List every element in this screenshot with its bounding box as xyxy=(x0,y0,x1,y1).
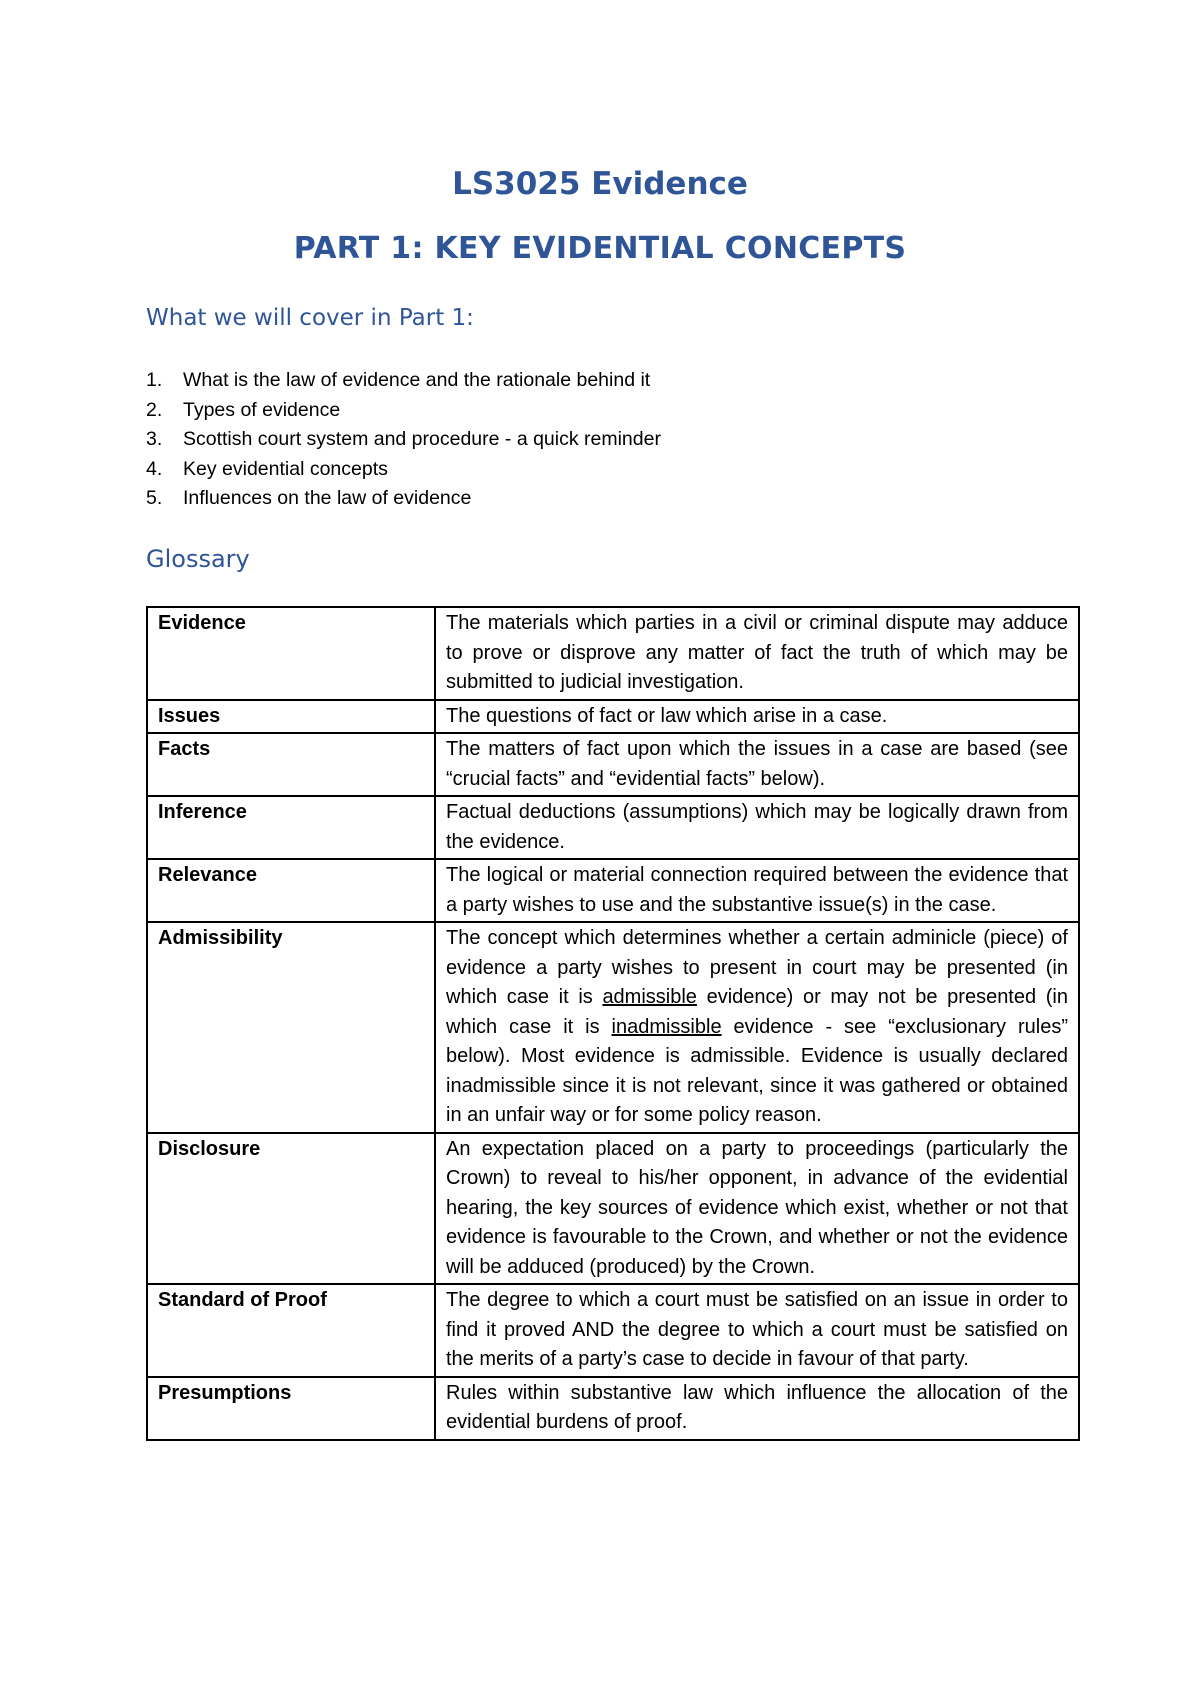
glossary-definition xyxy=(435,922,1079,1133)
glossary-definition: The logical or material connection required between the evidence that a party wishes to use and the substantive issue(s) in the case. xyxy=(435,859,1079,922)
glossary-term: Inference xyxy=(147,796,435,859)
glossary-definition: Rules within substantive law which influence the allocation of the evidential burdens of proof. xyxy=(435,1377,1079,1440)
glossary-term: Issues xyxy=(147,700,435,734)
list-item xyxy=(146,455,661,485)
glossary-term: Evidence xyxy=(147,607,435,700)
table-row xyxy=(147,859,1079,922)
list-item xyxy=(146,484,661,514)
glossary-definition: The materials which parties in a civil or criminal dispute may adduce to prove or disprove any matter of fact the truth of which may be submitted to judicial investigation. xyxy=(435,607,1079,700)
glossary-term: Standard of Proof xyxy=(147,1284,435,1377)
table-row xyxy=(147,607,1079,700)
list-item xyxy=(146,366,661,396)
list-text: Scottish court system and procedure - a quick reminder xyxy=(183,428,661,450)
glossary-term: Facts xyxy=(147,733,435,796)
list-item xyxy=(146,396,661,426)
table-row xyxy=(147,700,1079,734)
list-number: 2. xyxy=(146,398,163,421)
table-row xyxy=(147,796,1079,859)
list-text: What is the law of evidence and the rationale behind it xyxy=(183,369,651,391)
table-row xyxy=(147,1377,1079,1440)
glossary-definition: The degree to which a court must be satisfied on an issue in order to find it proved AND the degree to which a court must be satisfied on the merits of a party’s case to decide in favour of that party. xyxy=(435,1284,1079,1377)
list-text: Influences on the law of evidence xyxy=(183,487,472,509)
table-row xyxy=(147,733,1079,796)
list-text: Types of evidence xyxy=(183,398,341,421)
table-row xyxy=(147,922,1079,1133)
definition-text: The concept which determines whether a certain adminicle (piece) of evidence a party wishes to present in court may be presented (in which case it is xyxy=(446,927,1068,1008)
glossary-definition: The matters of fact upon which the issues in a case are based (see “crucial facts” and “evidential facts” below). xyxy=(435,733,1079,796)
glossary-term: Relevance xyxy=(147,859,435,922)
cover-list xyxy=(146,366,661,514)
glossary-term: Presumptions xyxy=(147,1377,435,1440)
underlined-term-inadmissible: inadmissible xyxy=(611,1015,722,1038)
cover-heading: What we will cover in Part 1: xyxy=(146,305,474,331)
document-subtitle: PART 1: KEY EVIDENTIAL CONCEPTS xyxy=(293,231,907,266)
list-number: 5. xyxy=(146,487,163,509)
definition-text: evidence) or may not be presented (in which case it is xyxy=(446,986,1068,1038)
glossary-table xyxy=(146,606,1080,1441)
underlined-term-admissible: admissible xyxy=(602,986,697,1008)
glossary-term: Admissibility xyxy=(147,922,435,1133)
glossary-heading: Glossary xyxy=(146,545,250,573)
table-row xyxy=(147,1133,1079,1285)
glossary-definition: An expectation placed on a party to proceedings (particularly the Crown) to reveal to his/her opponent, in advance of the evidential hearing, the key sources of evidence which exist, whether or not that evidence is favourable to the Crown, and whether or not the evidence will be adduced (produced) by the Crown. xyxy=(435,1133,1079,1285)
glossary-term: Disclosure xyxy=(147,1133,435,1285)
document-title: LS3025 Evidence xyxy=(452,166,748,202)
list-text: Key evidential concepts xyxy=(183,457,388,480)
list-item xyxy=(146,425,661,455)
list-number: 3. xyxy=(146,428,163,450)
list-number: 4. xyxy=(146,457,163,480)
list-number: 1. xyxy=(146,369,163,391)
definition-text: evidence - see “exclusionary rules” below). Most evidence is admissible. Evidence is usually declared inadmissible since it is not relevant, since it was gathered or obtained in an unfair way or for some policy reason. xyxy=(446,1015,1068,1126)
table-row xyxy=(147,1284,1079,1377)
glossary-definition: The questions of fact or law which arise in a case. xyxy=(435,700,1079,734)
glossary-definition: Factual deductions (assumptions) which may be logically drawn from the evidence. xyxy=(435,796,1079,859)
